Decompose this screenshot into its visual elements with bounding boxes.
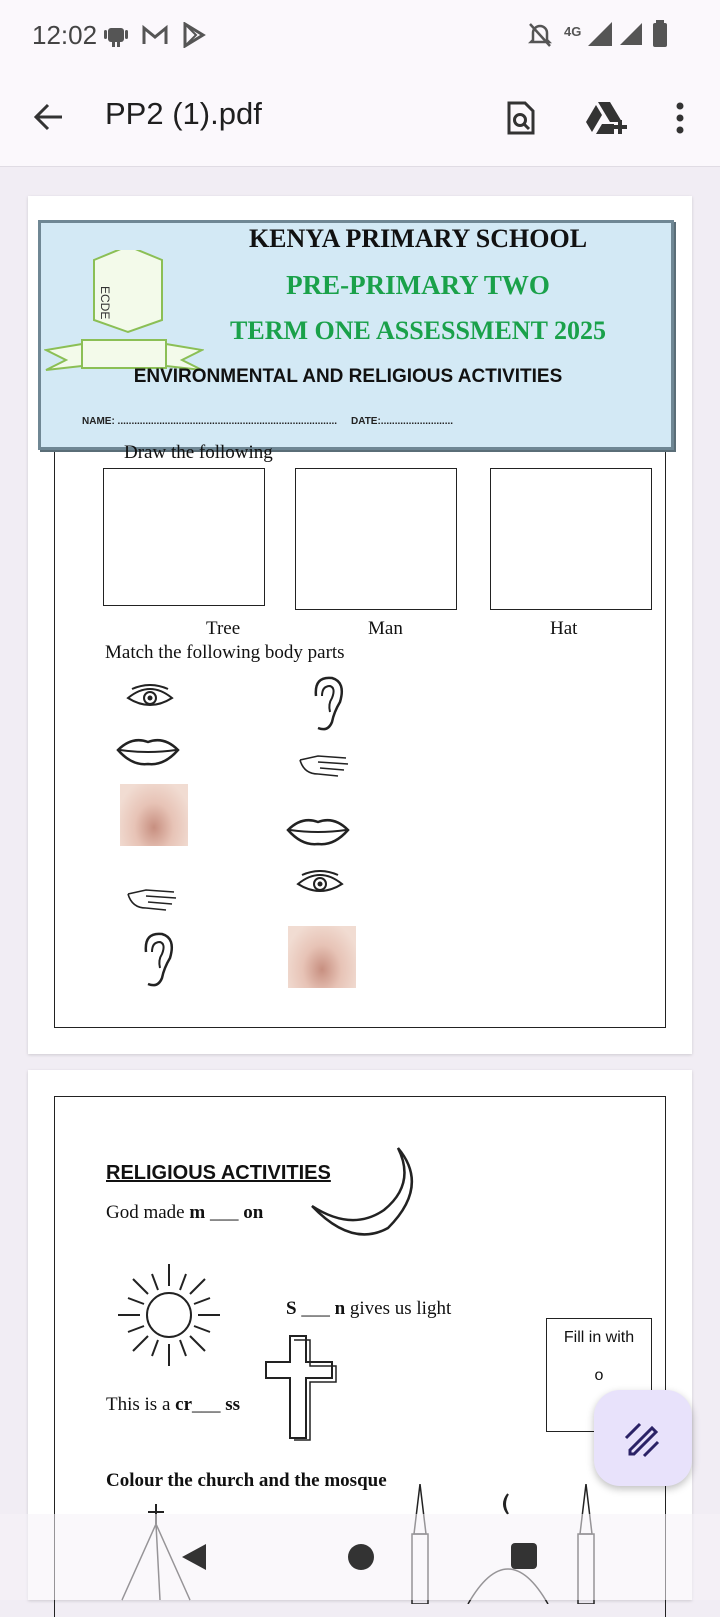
eye-icon (126, 684, 174, 712)
moon-blank: ___ (205, 1202, 244, 1223)
mute-icon (528, 22, 552, 48)
sun-icon (114, 1260, 224, 1370)
moon-question (106, 1202, 263, 1224)
cross-question (106, 1394, 240, 1416)
signal-icon-2 (620, 22, 642, 46)
lips-icon (116, 734, 180, 766)
nose-image (288, 926, 356, 988)
android-icon (104, 22, 128, 48)
sun-letter-1: S (286, 1298, 297, 1319)
cross-icon (264, 1332, 340, 1442)
cross-letters-1: cr (175, 1394, 193, 1415)
label-hat: Hat (550, 618, 578, 639)
cross-question-pre: This is a (106, 1394, 176, 1415)
nose-image (120, 784, 188, 846)
annotate-button[interactable] (594, 1390, 692, 1486)
nav-home-icon[interactable] (346, 1542, 376, 1572)
school-name: KENYA PRIMARY SCHOOL (248, 224, 588, 253)
signal-icon (588, 22, 612, 46)
document-title: PP2 (1).pdf (105, 96, 262, 131)
more-vert-icon[interactable] (676, 102, 684, 134)
cross-blank: ___ (192, 1394, 221, 1415)
pen-annotate-icon (624, 1420, 662, 1458)
battery-icon (652, 20, 668, 48)
match-title: Match the following body parts (105, 642, 345, 663)
logo-text: ECDE (98, 286, 112, 320)
search-document-icon[interactable] (506, 100, 536, 136)
nav-back-icon[interactable] (180, 1542, 208, 1572)
sun-question (286, 1298, 451, 1320)
pdf-page-1 (28, 196, 692, 1054)
subject-title: ENVIRONMENTAL AND RELIGIOUS ACTIVITIES (133, 366, 563, 387)
moon-letter-2: on (243, 1202, 264, 1223)
draw-box-tree (103, 468, 265, 606)
back-arrow-icon[interactable] (32, 102, 64, 132)
eye-icon (296, 870, 344, 898)
moon-icon (308, 1136, 428, 1246)
ecde-logo (44, 250, 204, 374)
status-bar (0, 0, 720, 72)
draw-box-man (295, 468, 457, 610)
ear-icon (306, 674, 348, 732)
play-icon (182, 22, 206, 48)
cross-letters-2: ss (220, 1394, 241, 1415)
religious-heading: RELIGIOUS ACTIVITIES (106, 1162, 331, 1184)
label-man: Man (368, 618, 403, 639)
name-field: NAME: ............................................................................... (82, 416, 338, 427)
hand-icon (126, 882, 182, 916)
status-time: 12:02 (32, 20, 98, 50)
nav-recents-icon[interactable] (510, 1542, 538, 1570)
app-bar (0, 72, 720, 167)
moon-letter-1: m (189, 1202, 206, 1223)
sun-question-post: gives us light (345, 1298, 452, 1319)
fill-in-title: Fill in with (563, 1329, 635, 1346)
label-tree: Tree (206, 618, 241, 639)
sun-blank: ___ (296, 1298, 335, 1319)
sun-letter-2: n (334, 1298, 346, 1319)
colour-title: Colour the church and the mosque (106, 1470, 387, 1491)
hand-icon (298, 748, 354, 782)
assessment-title: TERM ONE ASSESSMENT 2025 (230, 316, 606, 345)
gmail-icon (142, 24, 168, 46)
draw-title: Draw the following (124, 442, 273, 463)
drive-add-icon[interactable] (586, 102, 628, 136)
network-label: 4G (564, 24, 582, 39)
draw-box-hat (490, 468, 652, 610)
date-field: DATE:.......................... (351, 416, 454, 427)
ear-icon (136, 930, 178, 988)
system-nav-bar (0, 1514, 720, 1600)
class-name: PRE-PRIMARY TWO (286, 270, 550, 300)
fill-in-letter: o (594, 1367, 604, 1384)
lips-icon (286, 814, 350, 846)
moon-question-pre: God made (106, 1202, 190, 1223)
